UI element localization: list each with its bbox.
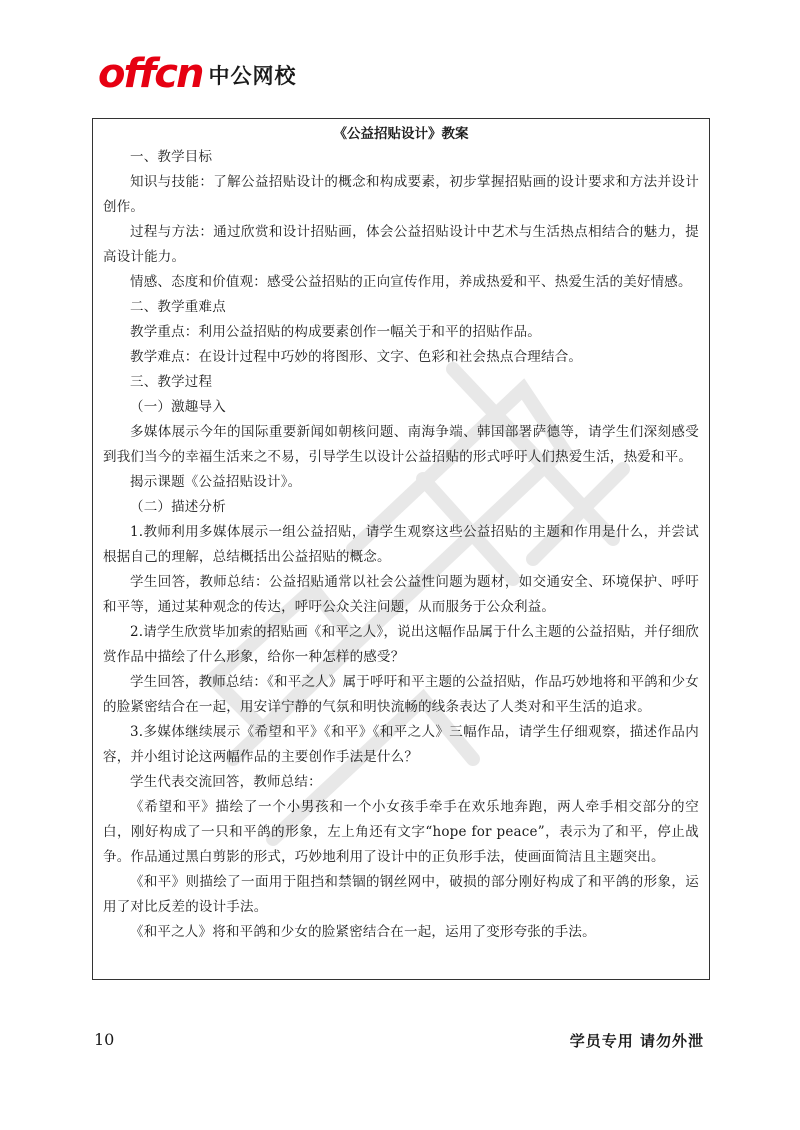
brand-logo <box>98 51 297 97</box>
paragraph: 《希望和平》描绘了一个小男孩和一个小女孩手牵手在欢乐地奔跑，两人牵手相交部分的空白，刚好构成了一只和平鸽的形象，左上角还有文字“hope for peace”，表示为了和平，停止战争。作品通过黑白剪影的形式，巧妙地利用了设计中的正负形手法，使画面简洁且主题突出。 <box>103 799 699 865</box>
paragraph: 一、教学目标 <box>130 149 213 165</box>
document-title: 《公益招贴设计》教案 <box>333 126 469 142</box>
paragraph: 3.多媒体继续展示《希望和平》《和平》《和平之人》三幅作品，请学生仔细观察，描述作品内容，并小组讨论这两幅作品的主要创作手法是什么？ <box>103 724 699 765</box>
lesson-plan-frame <box>92 118 710 980</box>
logo-chinese-text: 中公网校 <box>208 64 297 88</box>
footer-confidential-note: 学员专用 请勿外泄 <box>569 1032 704 1050</box>
page-number: 10 <box>94 1030 115 1049</box>
paragraph: 知识与技能：了解公益招贴设计的概念和构成要素，初步掌握招贴画的设计要求和方法并设计创作。 <box>103 174 699 215</box>
paragraph: 《和平》则描绘了一面用于阻挡和禁锢的钢丝网中，破损的部分刚好构成了和平鸽的形象，运用了对比反差的设计手法。 <box>103 874 699 915</box>
paragraph: 二、教学重难点 <box>130 299 226 315</box>
paragraph: 过程与方法：通过欣赏和设计招贴画，体会公益招贴设计中艺术与生活热点相结合的魅力，提高设计能力。 <box>103 224 699 265</box>
paragraph: 揭示课题《公益招贴设计》。 <box>130 474 302 490</box>
paragraph: 学生回答，教师总结：公益招贴通常以社会公益性问题为题材，如交通安全、环境保护、呼吁和平等，通过某种观念的传达，呼吁公众关注问题，从而服务于公众利益。 <box>103 574 699 615</box>
paragraph: 教学难点：在设计过程中巧妙的将图形、文字、色彩和社会热点合理结合。 <box>130 349 583 365</box>
paragraph: （二）描述分析 <box>130 499 226 515</box>
paragraph: 1.教师利用多媒体展示一组公益招贴，请学生观察这些公益招贴的主题和作用是什么，并尝试根据自己的理解，总结概括出公益招贴的概念。 <box>103 524 699 565</box>
paragraph: 学生回答，教师总结：《和平之人》属于呼吁和平主题的公益招贴，作品巧妙地将和平鸽和少女的脸紧密结合在一起，用安详宁静的气氛和明快流畅的线条表达了人类对和平生活的追求。 <box>103 674 699 715</box>
paragraph: 教学重点：利用公益招贴的构成要素创作一幅关于和平的招贴作品。 <box>130 324 541 340</box>
paragraph: 《和平之人》将和平鸽和少女的脸紧密结合在一起，运用了变形夸张的手法。 <box>130 924 596 940</box>
paragraph: 2.请学生欣赏毕加索的招贴画《和平之人》，说出这幅作品属于什么主题的公益招贴，并仔细欣赏作品中描绘了什么形象，给你一种怎样的感受？ <box>103 624 699 665</box>
logo-latin-text: offcn <box>98 51 203 97</box>
paragraph: 学生代表交流回答，教师总结： <box>130 774 322 790</box>
lesson-plan-content <box>93 119 709 945</box>
paragraph: 多媒体展示今年的国际重要新闻如朝核问题、南海争端、韩国部署萨德等，请学生们深刻感受到我们当今的幸福生活来之不易，引导学生以设计公益招贴的形式呼吁人们热爱生活，热爱和平。 <box>103 424 699 465</box>
paragraph: （一）激趣导入 <box>130 399 226 415</box>
paragraph: 三、教学过程 <box>130 374 213 390</box>
paragraph: 情感、态度和价值观：感受公益招贴的正向宣传作用，养成热爱和平、热爱生活的美好情感。 <box>130 274 692 290</box>
